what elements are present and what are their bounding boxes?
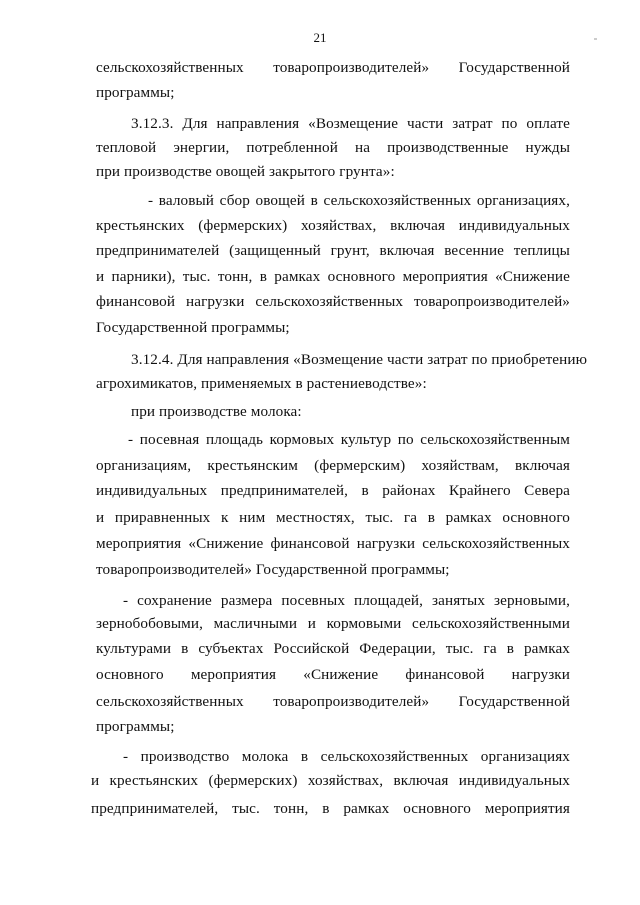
- text-line: 3.12.3. Для направления «Возмещение части затрат по оплате: [131, 115, 570, 132]
- text-line: - посевная площадь кормовых культур по сельскохозяйственным: [128, 431, 570, 448]
- text-line: организациям, крестьянским (фермерским) хозяйствам, включая: [96, 457, 570, 474]
- text-line: при производстве овощей закрытого грунта»:: [96, 163, 395, 180]
- text-line: тепловой энергии, потребленной на производственные нужды: [96, 139, 570, 156]
- text-line: предпринимателей, тыс. тонн, в рамках основного мероприятия: [91, 800, 570, 817]
- text-line: товаропроизводителей» Государственной программы;: [96, 561, 450, 578]
- text-line: сельскохозяйственных товаропроизводителей» Государственной: [96, 693, 570, 710]
- text-line: программы;: [96, 84, 175, 101]
- text-line: 3.12.4. Для направления «Возмещение части затрат по приобретению: [131, 351, 588, 368]
- text-line: культурами в субъектах Российской Федерации, тыс. га в рамках: [96, 640, 570, 657]
- text-line: Государственной программы;: [96, 319, 290, 336]
- page-number: 21: [313, 30, 327, 45]
- text-line: при производстве молока:: [131, 403, 302, 420]
- text-line: - сохранение размера посевных площадей, занятых зерновыми,: [123, 592, 570, 609]
- text-line: мероприятия «Снижение финансовой нагрузки сельскохозяйственных: [96, 535, 570, 552]
- text-line: - валовый сбор овощей в сельскохозяйственных организациях,: [148, 192, 570, 209]
- text-line: крестьянских (фермерских) хозяйствах, включая индивидуальных: [96, 217, 570, 234]
- text-line: финансовой нагрузки сельскохозяйственных товаропроизводителей»: [96, 293, 570, 310]
- text-line: агрохимикатов, применяемых в растениеводстве»:: [96, 375, 427, 392]
- text-line: сельскохозяйственных товаропроизводителей» Государственной: [96, 59, 570, 76]
- text-line: - производство молока в сельскохозяйственных организациях: [123, 748, 570, 765]
- text-line: и приравненных к ним местностях, тыс. га в рамках основного: [96, 509, 570, 526]
- text-line: зернобобовыми, масличными и кормовыми сельскохозяйственными: [96, 615, 570, 632]
- text-line: и парники), тыс. тонн, в рамках основного мероприятия «Снижение: [96, 268, 570, 285]
- scan-mark: [594, 38, 597, 40]
- text-line: индивидуальных предпринимателей, в районах Крайнего Севера: [96, 482, 570, 499]
- text-line: и крестьянских (фермерских) хозяйствах, включая индивидуальных: [91, 772, 570, 789]
- text-line: программы;: [96, 718, 175, 735]
- text-line: основного мероприятия «Снижение финансовой нагрузки: [96, 666, 570, 683]
- text-line: предпринимателей (защищенный грунт, включая весенние теплицы: [96, 242, 570, 259]
